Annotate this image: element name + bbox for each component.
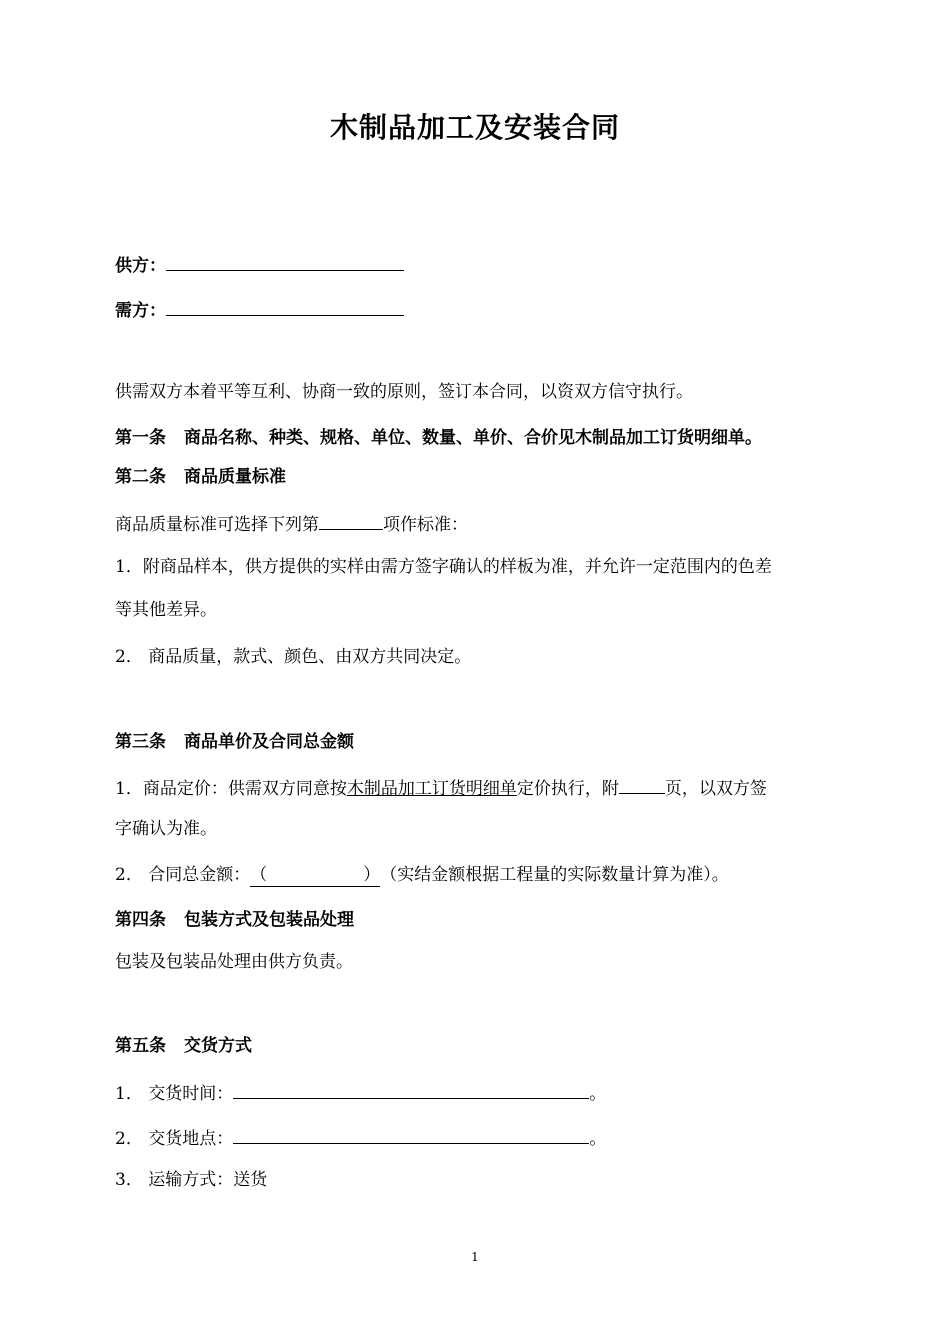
article-3-item-1-cont: 字确认为准。 [115, 819, 217, 839]
delivery-place-blank[interactable] [233, 1125, 589, 1144]
supplier-line [115, 252, 404, 277]
article-5-item-2 [115, 1125, 606, 1150]
article-2-item-2: 2． 商品质量，款式、颜色、由双方共同决定。 [115, 647, 472, 667]
delivery-time-end: 。 [589, 1084, 607, 1104]
article-2-item-1-cont: 等其他差异。 [115, 600, 217, 620]
article-3-item-1-text: 1．商品定价：供需双方同意按 [115, 779, 347, 799]
article-3-item-1-end: 页，以双方签 [664, 779, 767, 799]
article-5-heading [115, 1035, 252, 1057]
article-4-text: 包装及包装品处理由供方负责。 [115, 952, 353, 972]
paren-close: ） [363, 865, 381, 885]
article-3-item-1 [115, 775, 767, 800]
attachment-pages-blank[interactable] [619, 775, 665, 794]
article-2-number: 第二条 [115, 467, 166, 487]
article-2-choose-suffix: 项作标准： [383, 515, 468, 535]
article-3-item-2-text: 2． 合同总金额： [115, 865, 251, 885]
article-3-item-2-note: （实结金额根据工程量的实际数量计算为准）。 [380, 865, 729, 885]
buyer-blank[interactable] [166, 297, 404, 316]
article-2-choose-text: 商品质量标准可选择下列第 [115, 515, 319, 535]
standard-choice-blank[interactable] [319, 511, 383, 530]
order-detail-link: 木制品加工订货明细单 [346, 779, 517, 799]
delivery-place-end: 。 [589, 1129, 607, 1149]
page-number: 1 [471, 1250, 479, 1264]
article-5-item-3: 3． 运输方式：送货 [115, 1170, 268, 1190]
article-3-heading [115, 731, 354, 753]
article-4-title: 包装方式及包装品处理 [184, 910, 354, 930]
total-amount-blank[interactable] [250, 864, 380, 887]
supplier-label: 供方： [115, 256, 166, 276]
delivery-place-label: 2． 交货地点： [115, 1129, 234, 1149]
supplier-blank[interactable] [166, 252, 404, 271]
buyer-label: 需方： [115, 301, 166, 321]
article-2-choose [115, 511, 468, 536]
article-3-number: 第三条 [115, 732, 166, 752]
intro-paragraph: 供需双方本着平等互利、协商一致的原则，签订本合同，以资双方信守执行。 [115, 382, 693, 402]
article-2-heading [115, 466, 286, 488]
paren-open: （ [250, 865, 268, 885]
document-title: 木制品加工及安装合同 [329, 111, 620, 144]
article-2-item-1: 1．附商品样本，供方提供的实样由需方签字确认的样板为准，并允许一定范围内的色差 [115, 557, 772, 577]
article-1-number: 第一条 [115, 428, 166, 448]
article-2-title: 商品质量标准 [184, 467, 286, 487]
article-5-title: 交货方式 [184, 1036, 252, 1056]
article-5-item-1 [115, 1080, 606, 1105]
article-3-item-1-mid: 定价执行，附 [516, 779, 619, 799]
delivery-time-label: 1． 交货时间： [115, 1084, 234, 1104]
article-3-item-2 [115, 864, 729, 887]
article-1 [115, 427, 762, 449]
article-5-number: 第五条 [115, 1036, 166, 1056]
buyer-line [115, 297, 404, 322]
delivery-time-blank[interactable] [233, 1080, 589, 1099]
article-3-title: 商品单价及合同总金额 [184, 732, 354, 752]
article-1-text: 商品名称、种类、规格、单位、数量、单价、合价见木制品加工订货明细单。 [184, 428, 762, 448]
article-4-heading [115, 909, 354, 931]
article-4-number: 第四条 [115, 910, 166, 930]
